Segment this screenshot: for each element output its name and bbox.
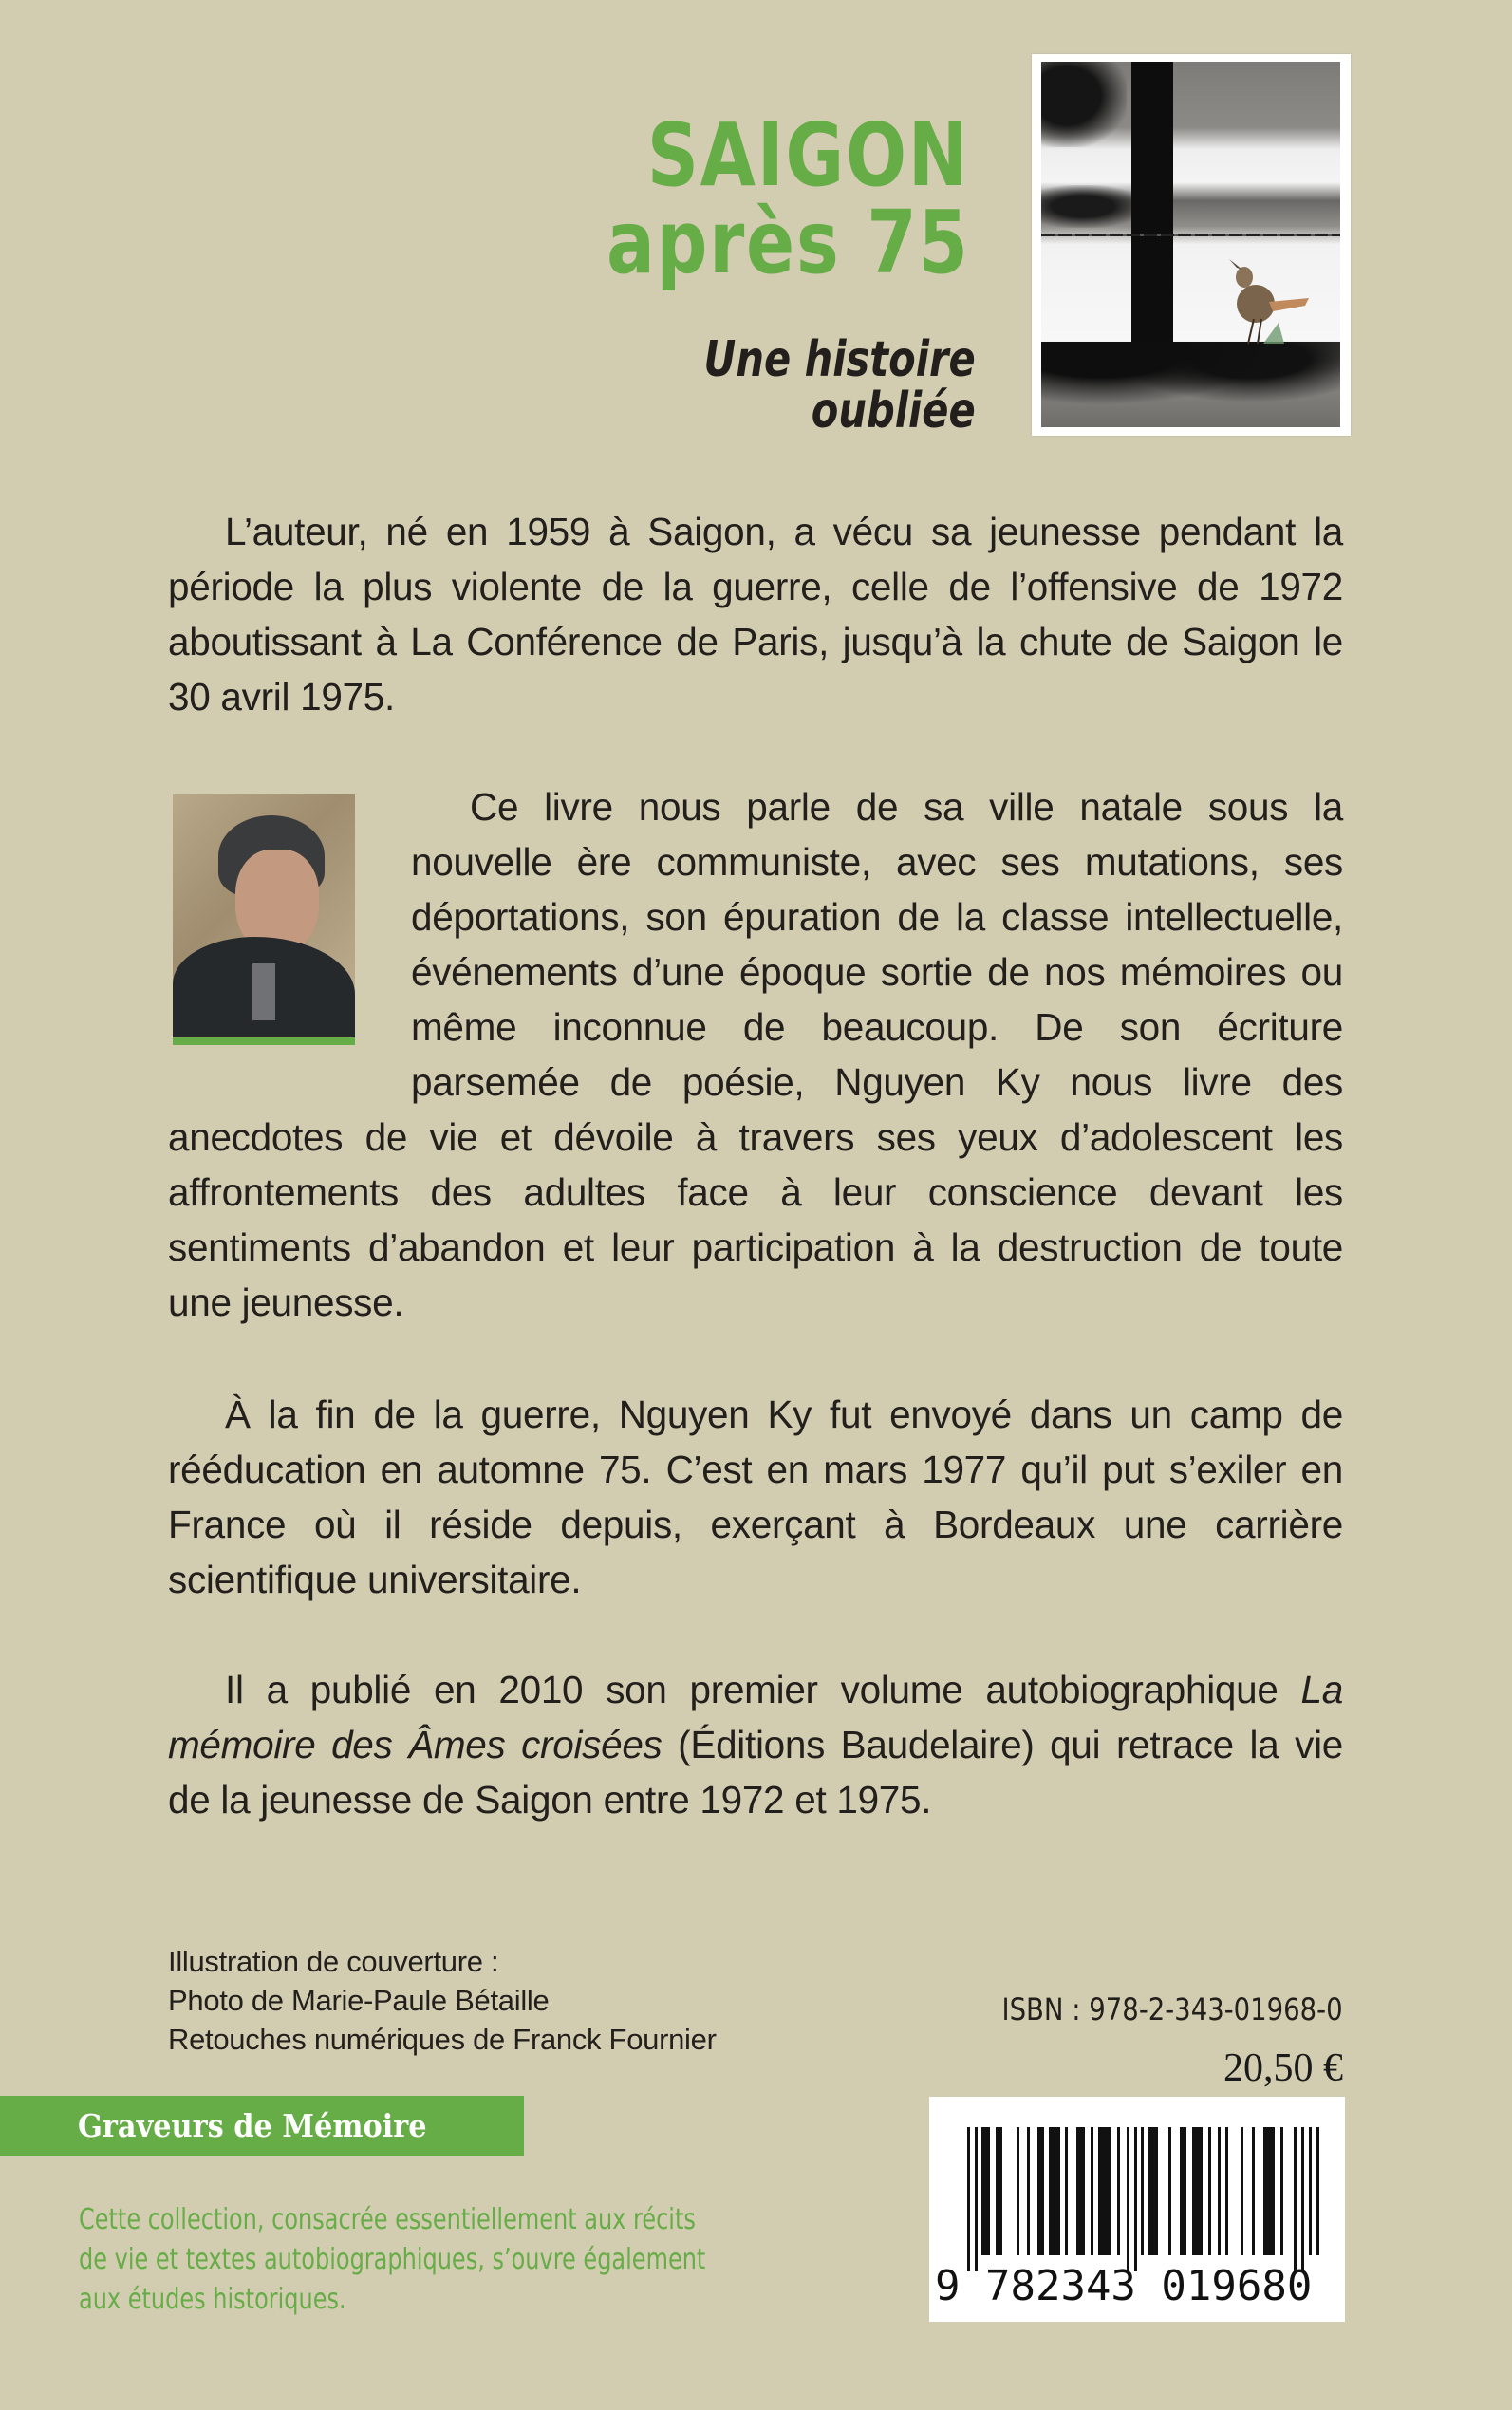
subtitle-line-2: oubliée (812, 383, 976, 439)
barcode-digits: 9 782343 019680 (935, 2262, 1313, 2310)
collection-desc-line-1: Cette collection, consacrée essentiellement aux récits (79, 2203, 696, 2236)
paragraph-4-after: (Éditions Baudelaire) qui retrace la vie de la jeunesse de Saigon entre 1972 et 1975. (168, 1723, 1343, 1822)
cover-credits (168, 1942, 717, 2059)
collection-banner (0, 2096, 524, 2156)
barcode (929, 2097, 1345, 2322)
paragraph-3-text: À la fin de la guerre, Nguyen Ky fut envoyé dans un camp de rééducation en automne 75. C’est en mars 1977 qu’il put s’exiler en France où il réside depuis, exerçant à Bordeaux une carrière scientifique universitaire. (168, 1392, 1343, 1601)
subtitle-line-1: Une histoire (703, 331, 976, 388)
paragraph-4-text (168, 1662, 1343, 1827)
collection-desc-line-3: aux études historiques. (79, 2283, 346, 2316)
photo-float-spacer (168, 779, 411, 1110)
credits-line-3: Retouches numériques de Franck Fournier (168, 2023, 717, 2056)
book-subtitle (703, 331, 976, 439)
barcode-icon (967, 2127, 1322, 2271)
paragraph-previous-work (168, 1662, 1343, 1827)
previous-book-title: La mémoire des Âmes croisées (168, 1668, 1343, 1766)
barbed-wire (1041, 234, 1340, 236)
paragraph-4-before: Il a publié en 2010 son premier volume autobiographique (225, 1668, 1301, 1711)
photo-shadow (1041, 185, 1146, 228)
bird-on-broken-wall-photo (1041, 62, 1340, 427)
photo-post (1131, 62, 1173, 351)
isbn-label: ISBN : 978-2-343-01968-0 (1001, 1991, 1343, 2027)
photo-shadow (1041, 62, 1127, 147)
title-line-1: SAIGON (647, 104, 970, 206)
credits-line-1: Illustration de couverture : (168, 1945, 499, 1978)
price-label: 20,50 € (1223, 2046, 1343, 2090)
collection-desc-line-2: de vie et textes autobiographiques, s’ouvre également (79, 2243, 706, 2276)
credits-line-2: Photo de Marie-Paule Bétaille (168, 1984, 550, 2017)
paragraph-intro (168, 504, 1343, 724)
book-title (607, 104, 970, 293)
paragraph-2-text: Ce livre nous parle de sa ville natale sous la nouvelle ère communiste, avec ses mutations, ses déportations, son épuration de la classe intellectuelle, événements d’une époque sortie de nos mémoires ou même inconnue de beaucoup. De son écriture parsemée de poésie, Nguyen Ky nous livre des anecdotes de vie et dévoile à travers ses yeux d’adolescent les affrontements des adultes face à leur conscience devant les sentiments d’abandon et leur participation à la destruction de toute une jeunesse. (168, 785, 1343, 1324)
paragraph-1-text: L’auteur, né en 1959 à Saigon, a vécu sa jeunesse pendant la période la plus violente de la guerre, celle de l’offensive de 1972 aboutissant à La Conférence de Paris, jusqu’à la chute de Saigon le 30 avril 1975. (168, 510, 1343, 719)
paragraph-author-exile (168, 1387, 1343, 1607)
paragraph-book-description (168, 779, 1343, 1330)
bird-icon (1222, 256, 1312, 346)
cover-photo-frame (1032, 54, 1351, 436)
title-line-2: après 75 (607, 192, 970, 293)
photo-rubble (1041, 342, 1340, 427)
collection-description (79, 2200, 705, 2320)
collection-name: Graveurs de Mémoire (78, 2107, 427, 2144)
